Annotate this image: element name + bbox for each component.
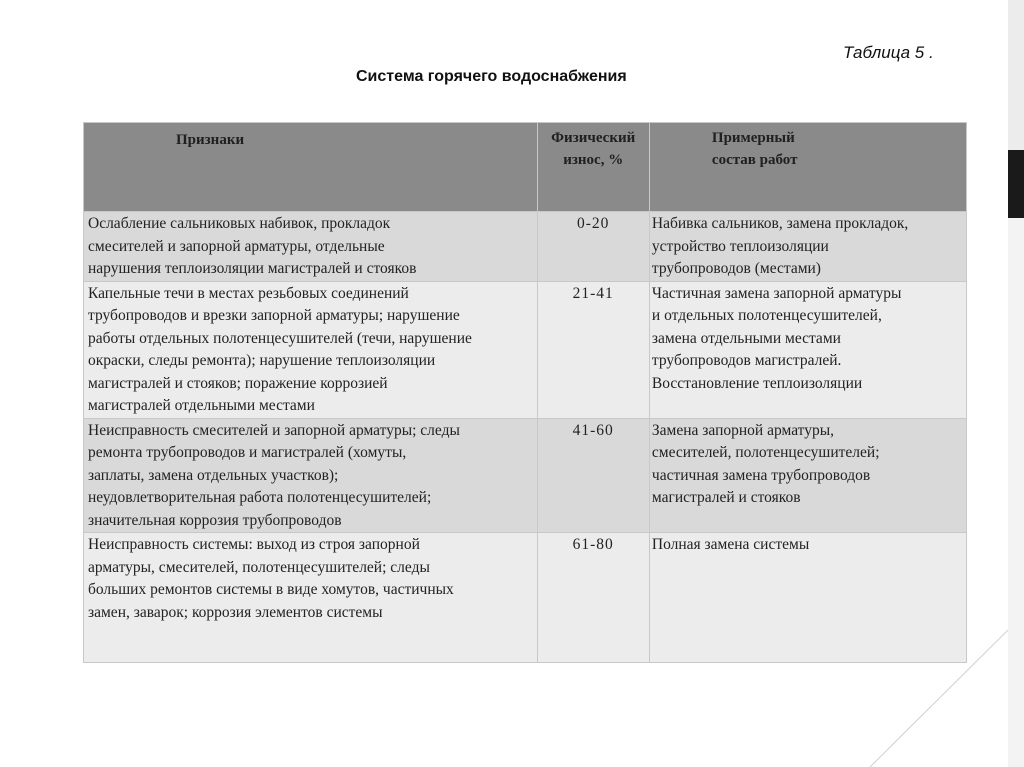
side-accent-light [1008,218,1024,767]
wear-table [83,122,967,663]
header-signs: Признаки [84,123,538,212]
signs-cell: Ослабление сальниковых набивок, прокладок смесителей и запорной арматуры, отдельные нарушения теплоизоляции магистралей и стояков [84,212,538,282]
table-row [84,281,967,418]
works-cell: Набивка сальников, замена прокладок, устройство теплоизоляции трубопроводов (местами) [649,212,966,282]
header-wear: Физический износ, % [537,123,649,212]
wear-cell: 61-80 [537,533,649,663]
signs-cell: Неисправность системы: выход из строя запорной арматуры, смесителей, полотенцесушителей; следы больших ремонтов системы в виде хомутов, частичных замен, заварок; коррозия элементов системы [84,533,538,663]
page-title: Система горячего водоснабжения [356,68,627,85]
side-accent-gray [1008,0,1024,150]
table-row [84,533,967,663]
works-cell: Полная замена системы [649,533,966,663]
works-cell: Частичная замена запорной арматуры и отдельных полотенцесушителей, замена отдельными местами трубопроводов магистралей. Восстановление теплоизоляции [649,281,966,418]
table-header-row [84,123,967,212]
signs-cell: Капельные течи в местах резьбовых соединений трубопроводов и врезки запорной арматуры; нарушение работы отдельных полотенцесушителей (течи, нарушение окраски, следы ремонта); нарушение теплоизоляции магистралей и стояков; поражение коррозией магистралей отдельными местами [84,281,538,418]
works-cell: Замена запорной арматуры, смесителей, полотенцесушителей; частичная замена трубопроводов магистралей и стояков [649,418,966,533]
wear-cell: 0-20 [537,212,649,282]
side-accent-black [1008,150,1024,218]
wear-cell: 41-60 [537,418,649,533]
table-number: Таблица 5 . [843,43,934,62]
header-works: Примерный состав работ [649,123,966,212]
table-row [84,212,967,282]
wear-cell: 21-41 [537,281,649,418]
signs-cell: Неисправность смесителей и запорной арматуры; следы ремонта трубопроводов и магистралей (хомуты, заплаты, замена отдельных участков); неудовлетворительная работа полотенцесушителей; значительная коррозия трубопроводов [84,418,538,533]
table-row [84,418,967,533]
